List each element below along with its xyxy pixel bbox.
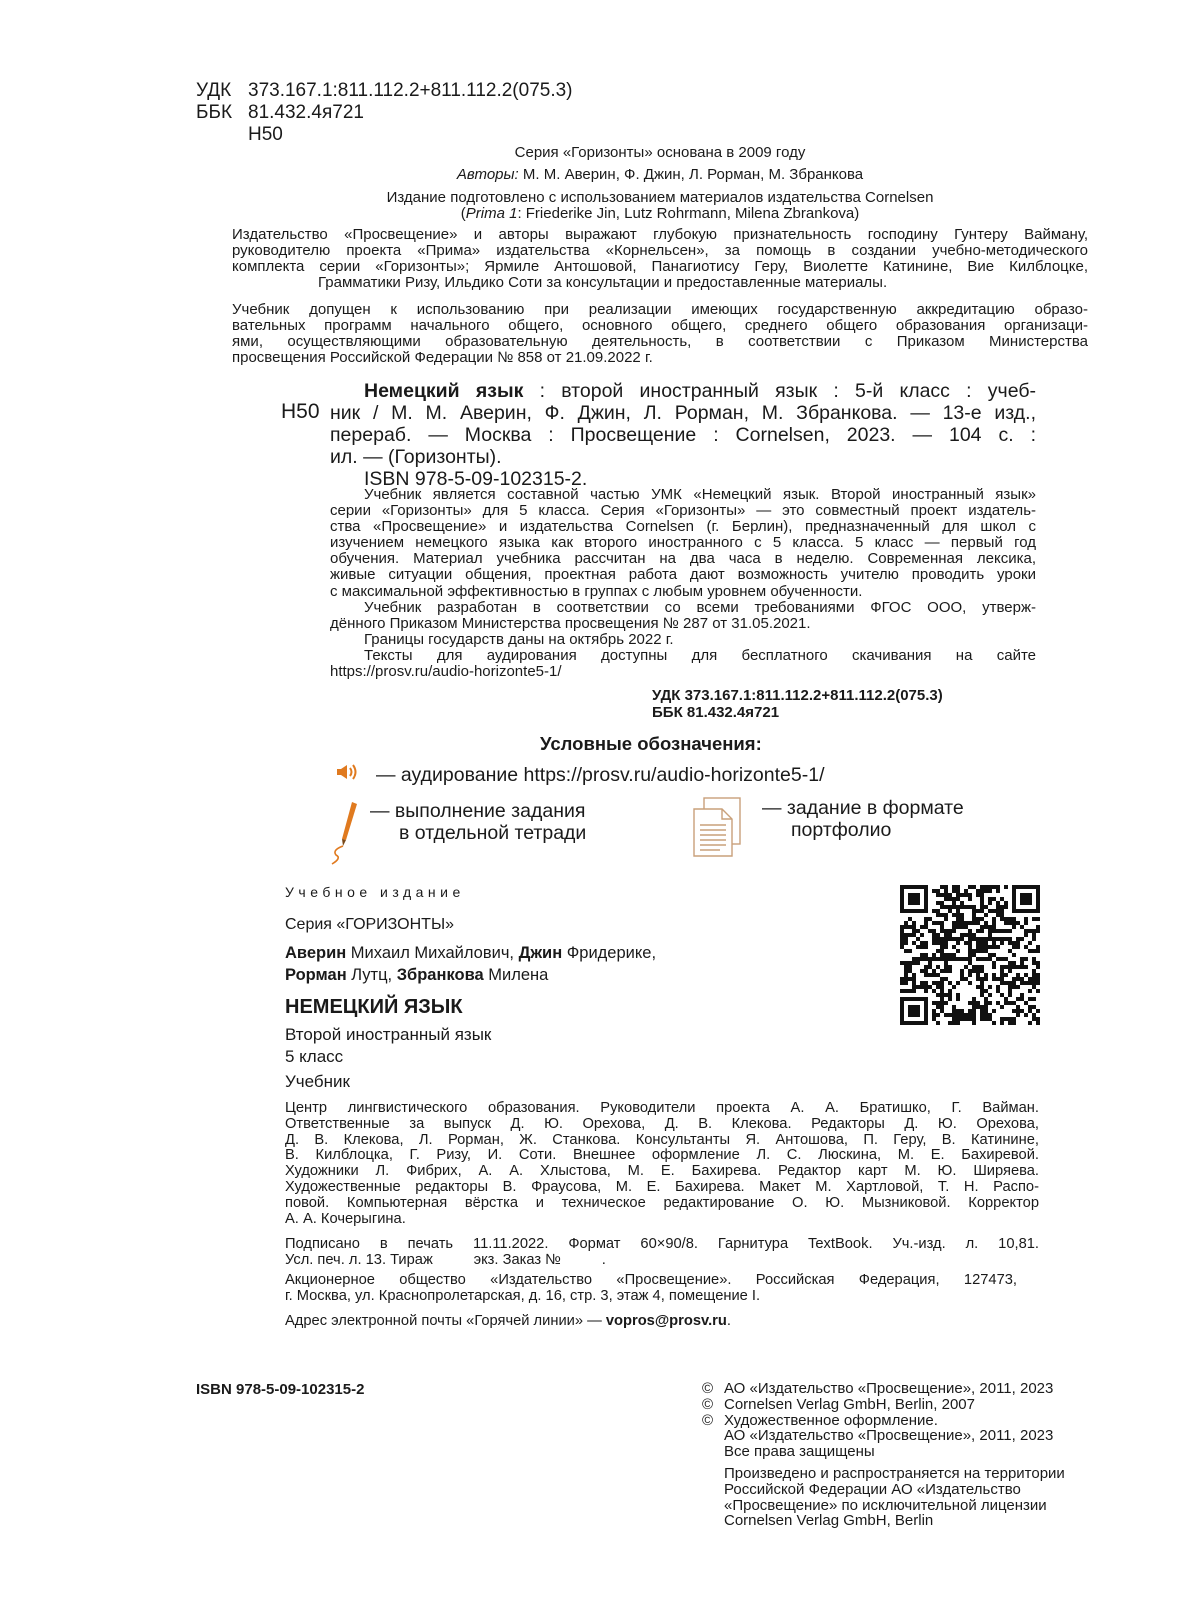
book-title: НЕМЕЦКИЙ ЯЗЫК	[285, 996, 463, 1018]
copyright-line: Cornelsen Verlag GmbH, Berlin, 2007	[724, 1395, 975, 1413]
card-line: ил. — (Горизонты).	[330, 446, 502, 468]
legend-title: Условные обозначения:	[540, 733, 762, 754]
license-line: Произведено и распространяется на территории	[724, 1464, 1065, 1482]
udk-label: УДК	[196, 80, 232, 101]
license-line: Cornelsen Verlag GmbH, Berlin	[724, 1512, 934, 1530]
copyright-symbol: ©	[702, 1380, 714, 1397]
book-type: Учебник	[285, 1072, 350, 1091]
staff-line: Художники Л. Фибрих, А. А. Хлыстова, М. Е. Бахирева. Редактор карт М. Ю. Ширяева.	[285, 1163, 1039, 1180]
imprint-authors	[285, 942, 656, 986]
bbk-label: ББК	[196, 102, 233, 123]
annotation-line: изучением немецкого языка как второго иностранного с 5 класса. 5 класс — первый год	[330, 534, 1036, 552]
qr-code-graphic	[900, 885, 1040, 1025]
edition-kind: Учебное издание	[285, 884, 465, 900]
bbk-value: 81.432.4я721	[248, 102, 364, 123]
pen-icon	[326, 800, 362, 871]
footer-isbn: ISBN 978-5-09-102315-2	[196, 1381, 365, 1398]
copyright-line: Художественное оформление.	[724, 1411, 938, 1429]
document-icon	[692, 797, 744, 862]
ack-line: комплекта серии «Горизонты»; Ярмиле Антошовой, Панагиотису Геру, Виолетте Катинине, Вие Килблоцке,	[232, 258, 1088, 275]
author-given: Милена	[483, 966, 549, 984]
ack-line: руководителю проекта «Прима» издательства «Корнельсен», за помощь в создании учебно-методического	[232, 242, 1088, 259]
cornelsen-note	[232, 190, 1088, 222]
publisher-line: г. Москва, ул. Краснопролетарская, д. 16, стр. 3, этаж 4, помещение I.	[285, 1287, 761, 1304]
hotline-email[interactable]: vopros@prosv.ru	[605, 1313, 727, 1329]
print-line: Подписано в печать 11.11.2022. Формат 60×90/8. Гарнитура TextBook. Уч.-изд. л. 10,81.	[285, 1236, 1039, 1252]
annotation-line: дённого Приказом Министерства просвещения № 287 от 31.05.2021.	[330, 614, 811, 632]
imprint-series: Серия «ГОРИЗОНТЫ»	[285, 916, 454, 933]
annotation-line: Тексты для аудирования доступны для бесплатного скачивания на сайте	[364, 646, 1036, 664]
license-line: «Просвещение» по исключительной лицензии	[724, 1496, 1047, 1514]
annotation-line: с максимальной эффективностью в группах с любым уровнем обученности.	[330, 582, 863, 600]
card-title: Немецкий язык	[364, 380, 524, 402]
staff-line: Художественные редакторы В. Фраусова, М. Е. Бахирева. Макет М. Хартловой, Т. Н. Распо-	[285, 1178, 1039, 1195]
classification-block	[196, 80, 573, 146]
ack-line: Грамматики Ризу, Ильдико Соти за консультации и предоставленные материалы.	[318, 274, 888, 291]
card-line: перераб. — Москва : Просвещение : Cornelsen, 2023. — 104 с. :	[330, 424, 1036, 446]
card-line1-rest: : второй иностранный язык : 5-й класс : учеб-	[523, 380, 1036, 402]
card-isbn: ISBN 978-5-09-102315-2.	[364, 468, 588, 490]
annotation-line: серии «Горизонты» для 5 класса. Серия «Горизонты» — это совместный проект издатель-	[330, 502, 1036, 520]
staff-line: А. А. Кочерыгина.	[285, 1210, 406, 1227]
authors-label: Авторы:	[456, 166, 519, 183]
approval-line: просвещения Российской Федерации № 858 от 21.09.2022 г.	[232, 349, 653, 366]
bbk-bottom: ББК 81.432.4я721	[652, 704, 780, 721]
staff-credits	[285, 1101, 1039, 1227]
cornelsen-line2: (Prima 1: Friederike Jin, Lutz Rohrmann, Milena Zbrankova)	[460, 205, 860, 222]
acknowledgement	[232, 227, 1088, 291]
legend-audio	[336, 763, 824, 787]
author-surname: Аверин	[285, 944, 347, 962]
copyright-block	[702, 1381, 1065, 1529]
author-surname: Рорман	[285, 966, 347, 984]
udk-value: 373.167.1:811.112.2+811.112.2(075.3)	[248, 80, 573, 101]
authors-line	[232, 167, 1088, 183]
udk-bbk-bottom	[652, 687, 943, 721]
annotation-line: обучения. Материал учебника рассчитан на два часа в неделю. Современная лексика,	[330, 550, 1036, 568]
prima-title: Prima 1	[465, 205, 518, 222]
authors-names: М. М. Аверин, Ф. Джин, Л. Рорман, М. Збранкова	[522, 166, 864, 183]
annotation-line: живые ситуации общения, проектная работа дают возможность учителю проводить уроки	[330, 566, 1036, 584]
annotation-line: ства «Просвещение» и издательства Cornelsen (г. Берлин), предназначенный для школ с	[330, 518, 1036, 536]
staff-line: повой. Компьютерная вёрстка и техническое редактирование О. Ю. Мызниковой. Корректор	[285, 1194, 1039, 1211]
staff-line: В. Килблоцка, Г. Ризу, И. Соти. Внешнее оформление Л. С. Люскина, М. Е. Бахиревой.	[285, 1147, 1039, 1164]
hotline-label: Адрес электронной почты «Горячей линии» —	[285, 1313, 606, 1329]
print-info	[285, 1237, 1039, 1269]
card-line: ник / М. М. Аверин, Ф. Джин, Л. Рорман, М. Збранкова. — 13-е изд.,	[330, 402, 1036, 424]
hotline	[285, 1314, 1039, 1330]
approval	[232, 302, 1088, 366]
legend-notebook	[326, 800, 586, 871]
annotation-line: Учебник разработан в соответствии со всеми требованиями ФГОС ООО, утверж-	[364, 598, 1036, 616]
approval-line: Учебник допущен к использованию при реализации имеющих государственную аккредитацию образо-	[232, 301, 1088, 318]
catalog-card	[330, 380, 1036, 490]
hotline-end: .	[726, 1313, 731, 1329]
book-subtitle	[285, 1024, 491, 1068]
legend-notebook-text-2: в отдельной тетради	[399, 822, 587, 844]
annotation	[330, 486, 1036, 681]
copyright-symbol: ©	[702, 1411, 714, 1429]
publisher-address	[285, 1273, 1039, 1305]
subtitle-line: 5 класс	[285, 1047, 344, 1066]
staff-line: Центр лингвистического образования. Руководители проекта А. А. Братишко, Г. Вайман.	[285, 1100, 1039, 1116]
copyright-line: Все права защищены	[724, 1443, 875, 1461]
legend-notebook-text-1: — выполнение задания	[370, 800, 586, 822]
prima-authors: : Friederike Jin, Lutz Rohrmann, Milena Zbrankova)	[517, 205, 860, 222]
license-line: Российской Федерации АО «Издательство	[724, 1480, 1021, 1498]
cornelsen-line1: Издание подготовлено с использованием материалов издательства Cornelsen	[386, 189, 934, 206]
author-surname: Збранкова	[396, 966, 484, 984]
publisher-line: Акционерное общество «Издательство «Просвещение». Российская Федерация, 127473,	[285, 1272, 1017, 1288]
legend-portfolio-text-1: — задание в формате	[762, 797, 964, 819]
copyright-line: АО «Издательство «Просвещение», 2011, 2023	[724, 1427, 1054, 1445]
author-mark: Н50	[248, 124, 283, 145]
annotation-line: Учебник является составной частью УМК «Немецкий язык. Второй иностранный язык»	[364, 486, 1036, 503]
ack-line: Издательство «Просвещение» и авторы выражают глубокую признательность господину Гунтеру Вайману,	[232, 226, 1088, 243]
card-code: Н50	[281, 400, 320, 423]
annotation-line: Границы государств даны на октябрь 2022 г.	[364, 630, 674, 648]
annotation-link[interactable]: https://prosv.ru/audio-horizonte5-1/	[330, 663, 562, 681]
author-given: Фридерике,	[562, 944, 657, 962]
copyright-symbol: ©	[702, 1395, 714, 1413]
author-given: Лутц,	[346, 966, 397, 984]
qr-code[interactable]	[900, 885, 1040, 1025]
approval-line: ями, осуществляющими образовательную деятельность, в соответствии с Приказом Министерства	[232, 333, 1088, 350]
card-line	[364, 380, 1036, 402]
staff-line: Ответственные за выпуск Д. Ю. Орехова, Д. В. Клекова. Редакторы Д. Ю. Орехова,	[285, 1115, 1039, 1132]
speaker-icon	[336, 763, 362, 787]
approval-line: вательных программ начального общего, основного общего, среднего общего образования организаци-	[232, 317, 1088, 334]
series-note: Серия «Горизонты» основана в 2009 году	[514, 144, 806, 161]
legend-audio-text: — аудирование https://prosv.ru/audio-horizonte5-1/	[376, 763, 825, 786]
print-line: Усл. печ. л. 13. Тираж экз. Заказ № .	[285, 1251, 606, 1268]
subtitle-line: Второй иностранный язык	[285, 1025, 492, 1044]
author-given: Михаил Михайлович,	[346, 944, 519, 962]
staff-line: Д. В. Клекова, Л. Рорман, Ж. Станкова. Консультанты Я. Антошова, П. Геру, В. Катинине,	[285, 1131, 1039, 1148]
legend-portfolio	[692, 797, 964, 862]
legend-portfolio-text-2: портфолио	[791, 819, 892, 841]
author-surname: Джин	[518, 944, 563, 962]
copyright-line: АО «Издательство «Просвещение», 2011, 2023	[724, 1380, 1054, 1397]
udk-bottom: УДК 373.167.1:811.112.2+811.112.2(075.3)	[652, 687, 943, 704]
